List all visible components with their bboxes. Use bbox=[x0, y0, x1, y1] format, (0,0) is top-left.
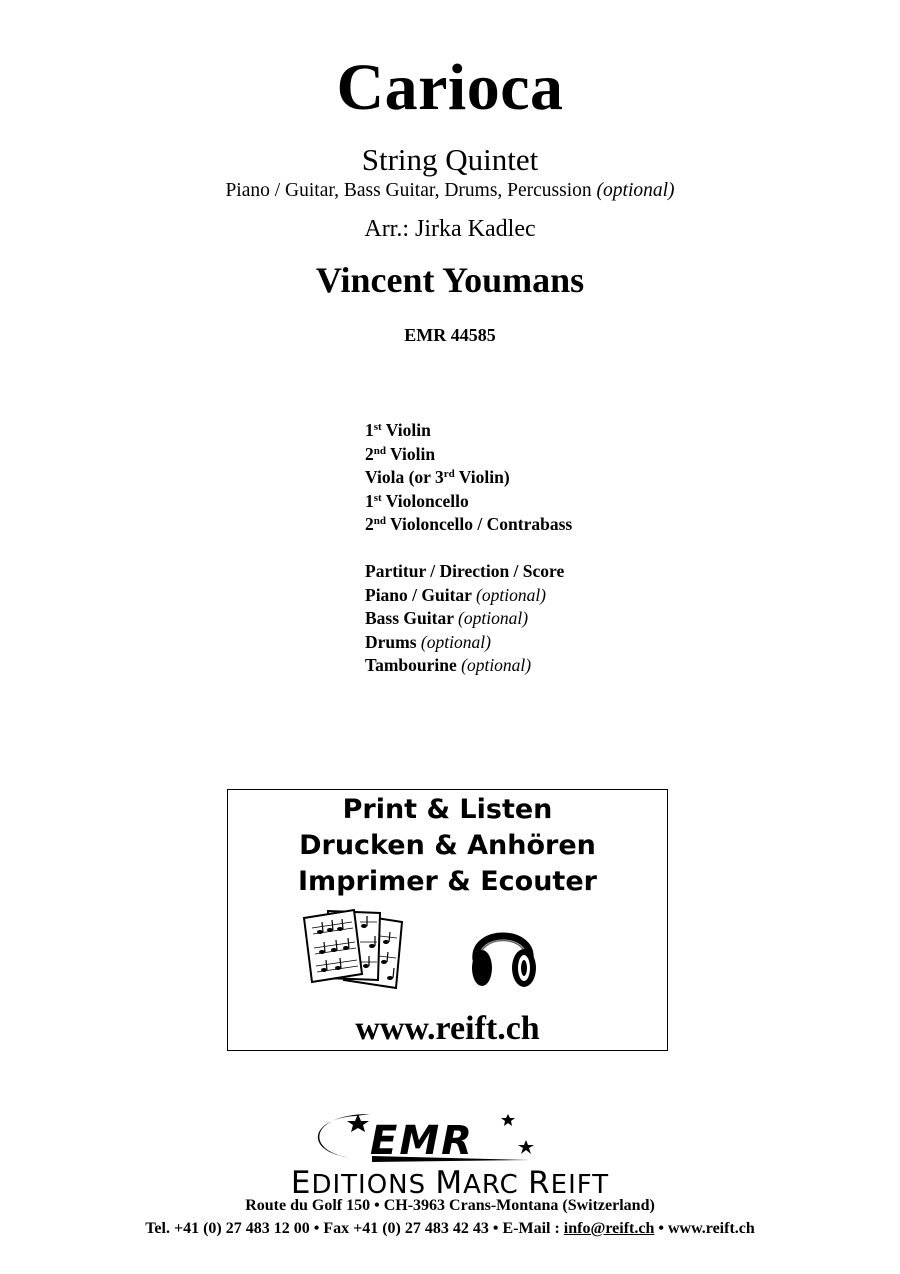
promo-line-en: Print & Listen bbox=[342, 794, 553, 825]
composer: Vincent Youmans bbox=[315, 260, 585, 300]
emr-logo-icon bbox=[300, 1108, 600, 1166]
instrumentation-note: (optional) bbox=[596, 180, 675, 201]
email-link[interactable]: info@reift.ch bbox=[563, 1220, 655, 1237]
part-item: Bass Guitar (optional) bbox=[365, 608, 529, 628]
catalog-number: EMR 44585 bbox=[404, 325, 496, 345]
part-item: 2nd Violoncello / Contrabass bbox=[365, 514, 573, 534]
part-item: Viola (or 3rd Violin) bbox=[365, 467, 510, 487]
instrumentation bbox=[0, 180, 900, 202]
instrumentation-main: Piano / Guitar, Bass Guitar, Drums, Percussion bbox=[225, 180, 592, 201]
part-item: Piano / Guitar (optional) bbox=[365, 584, 547, 605]
part-item: Tambourine (optional) bbox=[365, 655, 532, 675]
publisher-name: EDITIONS MARC REIFT bbox=[290, 1165, 610, 1201]
print-listen-box bbox=[227, 789, 668, 1051]
sheet-music-icon bbox=[300, 908, 412, 990]
part-item: Drums (optional) bbox=[365, 631, 491, 652]
title: Carioca bbox=[336, 51, 564, 124]
parts-list-strings bbox=[365, 419, 572, 537]
headphones-icon bbox=[468, 916, 538, 990]
part-item: Partitur / Direction / Score bbox=[365, 561, 565, 581]
arranger: Arr.: Jirka Kadlec bbox=[364, 216, 536, 242]
part-item: 1st Violoncello bbox=[365, 490, 469, 511]
part-item: 1st Violin bbox=[365, 420, 431, 440]
promo-line-fr: Imprimer & Ecouter bbox=[298, 866, 597, 897]
emr-logo-text: EMR bbox=[370, 1118, 474, 1164]
part-item: 2nd Violin bbox=[365, 443, 436, 464]
subtitle: String Quintet bbox=[361, 142, 539, 177]
publisher-address: Route du Golf 150 • CH-3963 Crans-Montana (Switzerland) bbox=[245, 1197, 655, 1214]
publisher-contact: Tel. +41 (0) 27 483 12 00 • Fax +41 (0) 27 483 42 43 • E-Mail : info@reift.ch • www.reift.ch bbox=[145, 1220, 755, 1237]
website-url[interactable]: www.reift.ch bbox=[355, 1010, 540, 1047]
parts-list-other bbox=[365, 560, 564, 678]
promo-line-de: Drucken & Anhören bbox=[299, 830, 596, 861]
